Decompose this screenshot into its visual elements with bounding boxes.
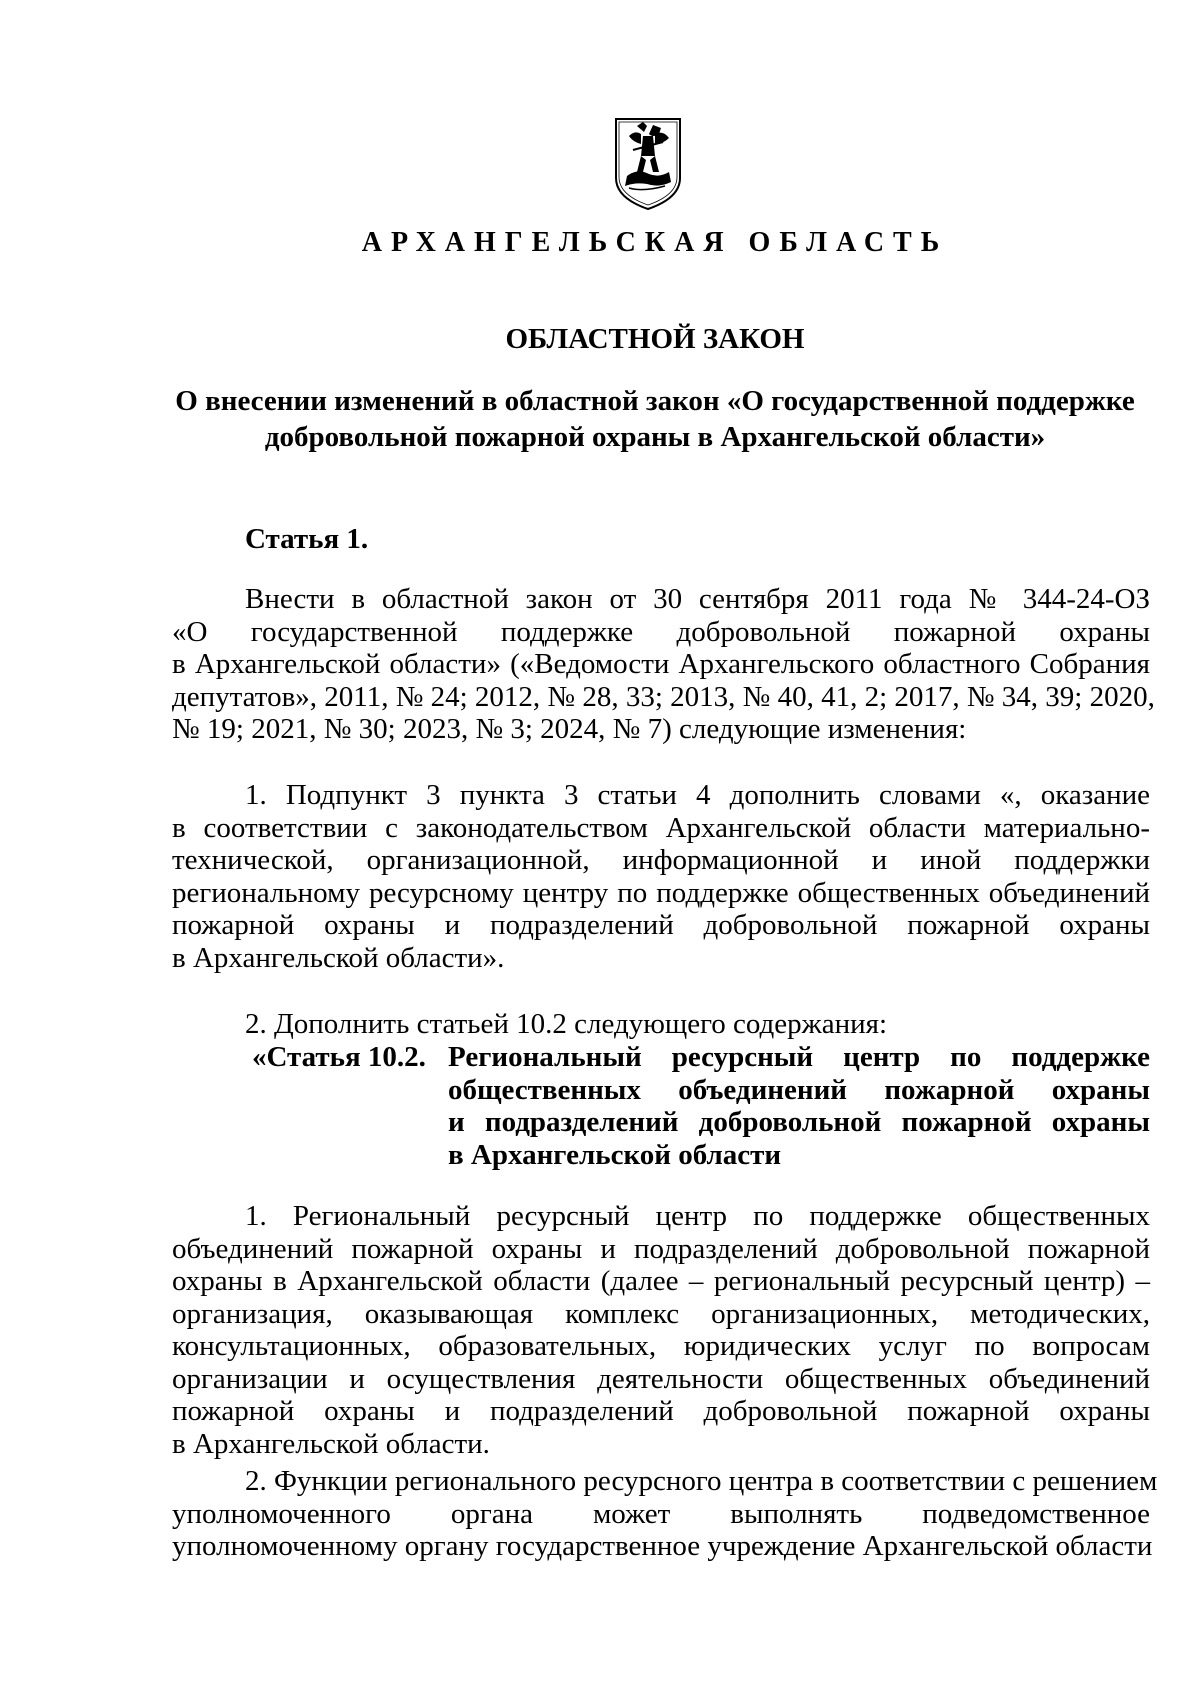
text-line: 1. Подпункт 3 пункта 3 статьи 4 дополнить словами «, оказание (245, 779, 1150, 811)
text-line: Внести в областной закон от 30 сентября 2011 года № 344-24-ОЗ (245, 583, 1150, 615)
text-line: уполномоченному органу государственное учреждение Архангельской области (172, 1530, 1153, 1562)
text-line: организация, оказывающая комплекс организационных, методических, (172, 1297, 1150, 1330)
law-type-title: ОБЛАСТНОЙ ЗАКОН (505, 323, 805, 355)
text-line: в Архангельской области. (172, 1427, 490, 1460)
text-line: Региональный ресурсный центр по поддержке (448, 1041, 1150, 1073)
text-line: пожарной охраны и подразделений добровольной пожарной охраны (172, 1395, 1150, 1427)
article-1-heading: Статья 1. (245, 523, 369, 555)
text-line: № 19; 2021, № 30; 2023, № 3; 2024, № 7) следующие изменения: (172, 713, 967, 745)
article-10-2-label: «Статья 10.2. (252, 1041, 426, 1073)
article-10-2-point-1 (172, 1200, 1150, 1460)
law-subject-line: О внесении изменений в областной закон «О государственной поддержке (175, 385, 1135, 417)
text-line: 1. Региональный ресурсный центр по поддержке общественных (245, 1200, 1150, 1232)
article-1-intro (172, 583, 1155, 746)
law-subject-line: добровольной пожарной охраны в Архангельской области» (264, 421, 1046, 453)
region-name: АРХАНГЕЛЬСКАЯ ОБЛАСТЬ (361, 227, 949, 258)
text-line: «О государственной поддержке добровольной пожарной охраны (172, 615, 1150, 648)
law-subject (160, 383, 1150, 455)
article-10-2-title (448, 1041, 1150, 1171)
amendment-item-2 (172, 1008, 1150, 1041)
text-line: 2. Дополнить статьей 10.2 следующего содержания: (245, 1008, 888, 1040)
text-line: общественных объединений пожарной охраны (448, 1073, 1150, 1106)
text-line: в Архангельской области» («Ведомости Архангельского областного Собрания (172, 648, 1150, 680)
text-line: и подразделений добровольной пожарной охраны (448, 1106, 1150, 1138)
coat-of-arms-icon (613, 116, 683, 212)
text-line: организации и осуществления деятельности общественных объединений (172, 1362, 1150, 1395)
text-line: пожарной охраны и подразделений добровольной пожарной охраны (172, 909, 1150, 941)
text-line: в Архангельской области». (172, 941, 505, 974)
amendment-item-1 (172, 779, 1150, 974)
text-line: охраны в Архангельской области (далее – региональный ресурсный центр) – (172, 1265, 1150, 1297)
article-10-2-point-2 (172, 1465, 1158, 1563)
text-line: уполномоченного органа может выполнять подведомственное (172, 1497, 1150, 1530)
text-line: депутатов», 2011, № 24; 2012, № 28, 33; 2013, № 40, 41, 2; 2017, № 34, 39; 2020, (172, 680, 1155, 713)
text-line: консультационных, образовательных, юридических услуг по вопросам (172, 1330, 1150, 1362)
text-line: объединений пожарной охраны и подразделений добровольной пожарной (172, 1232, 1150, 1265)
text-line: технической, организационной, информационной и иной поддержки (172, 844, 1150, 876)
text-line: в соответствии с законодательством Архангельской области материально- (172, 811, 1150, 844)
text-line: 2. Функции регионального ресурсного центра в соответствии с решением (245, 1465, 1158, 1497)
text-line: в Архангельской области (448, 1138, 782, 1171)
text-line: региональному ресурсному центру по поддержке общественных объединений (172, 876, 1150, 909)
